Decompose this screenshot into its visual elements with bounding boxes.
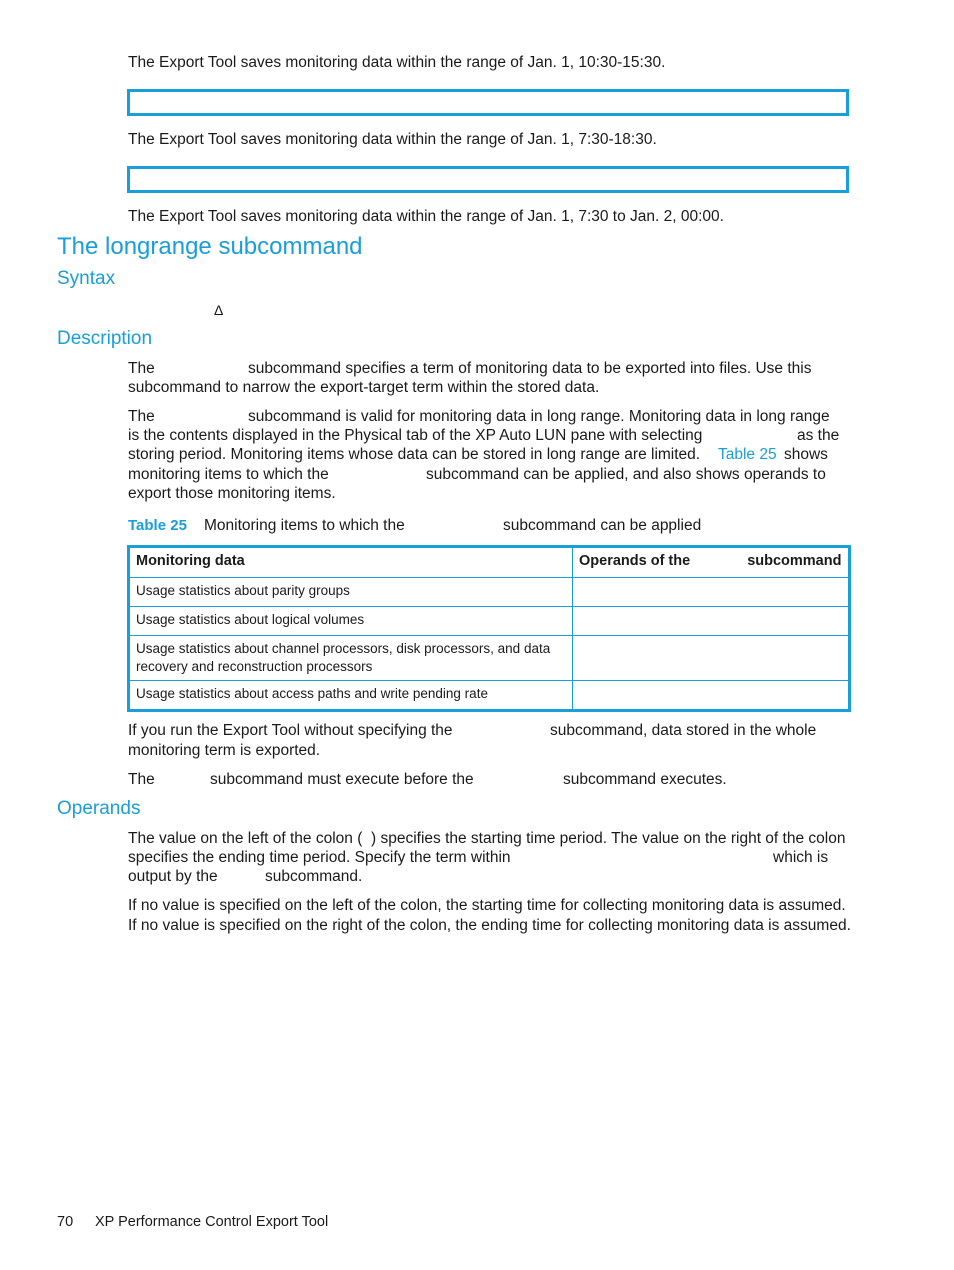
example-text-3: The Export Tool saves monitoring data within the range of Jan. 1, 7:30 to Jan. 2, 00:00. [128, 208, 724, 225]
description-heading: Description [57, 328, 153, 349]
table-header-row [129, 547, 850, 578]
table-cell-operands [573, 636, 850, 681]
section-title: The longrange subcommand [57, 233, 363, 260]
desc2-line1-start: The [128, 408, 155, 425]
desc1-line1-end: subcommand specifies a term of monitoring data to be exported into files. Use this [248, 360, 812, 377]
table-cell-monitoring-data: Usage statistics about logical volumes [129, 607, 573, 636]
operands-l3-end: subcommand. [265, 868, 363, 885]
desc2-line4-start: monitoring items to which the [128, 466, 329, 483]
syntax-heading: Syntax [57, 268, 116, 289]
table-row [129, 578, 850, 607]
operands-l1-start: The value on the left of the colon ( [128, 830, 363, 847]
desc2-line3-start: storing period. Monitoring items whose data can be stored in long range are limited. [128, 446, 701, 463]
table-cell-operands [573, 681, 850, 711]
table-cell-monitoring-data: Usage statistics about channel processors, disk processors, and data recovery and reconstruction processors [129, 636, 573, 681]
table-cell-monitoring-data: Usage statistics about access paths and write pending rate [129, 681, 573, 711]
operands-l3-start: output by the [128, 868, 218, 885]
desc2-line2-start: is the contents displayed in the Physical tab of the XP Auto LUN pane with selecting [128, 427, 703, 444]
table-row [129, 636, 850, 681]
desc2-line3-end: shows [784, 446, 828, 463]
after-table-p2-b: subcommand must execute before the [210, 771, 474, 788]
desc2-line1-end: subcommand is valid for monitoring data in long range. Monitoring data in long range [248, 408, 830, 425]
operands-p2-line1: If no value is specified on the left of the colon, the starting time for collecting monitoring data is assumed. [128, 897, 846, 914]
header-operands-end: subcommand [747, 553, 842, 569]
table-caption-start: Monitoring items to which the [204, 517, 405, 534]
desc1-line2: subcommand to narrow the export-target term within the stored data. [128, 379, 600, 396]
table-caption-label: Table 25 [128, 517, 187, 534]
operands-l2-start: specifies the ending time period. Specify the term within [128, 849, 511, 866]
after-table-p1-start: If you run the Export Tool without specifying the [128, 722, 453, 739]
example-text-2: The Export Tool saves monitoring data within the range of Jan. 1, 7:30-18:30. [128, 131, 657, 148]
header-operands [573, 547, 850, 578]
example-text-1: The Export Tool saves monitoring data within the range of Jan. 1, 10:30-15:30. [128, 54, 666, 71]
table-25-link[interactable]: Table 25 [718, 446, 777, 463]
after-table-p2-a: The [128, 771, 155, 788]
operands-l2-end: which is [773, 849, 829, 866]
operands-p2-line2: If no value is specified on the right of the colon, the ending time for collecting monitoring data is assumed. [128, 917, 851, 934]
operands-heading: Operands [57, 798, 141, 819]
table-row [129, 607, 850, 636]
table-row [129, 681, 850, 711]
after-table-p1-end: subcommand, data stored in the whole [550, 722, 817, 739]
header-monitoring-data: Monitoring data [129, 547, 573, 578]
table-cell-operands [573, 607, 850, 636]
table-cell-monitoring-data: Usage statistics about parity groups [129, 578, 573, 607]
after-table-p1-line2: monitoring term is exported. [128, 742, 321, 759]
after-table-p2-c: subcommand executes. [563, 771, 727, 788]
operands-l1-end: ) specifies the starting time period. The value on the right of the colon [371, 830, 846, 847]
code-example-box-1 [127, 89, 849, 116]
table-cell-operands [573, 578, 850, 607]
desc1-line1-start: The [128, 360, 155, 377]
code-example-box-2 [127, 166, 849, 193]
desc2-line5: export those monitoring items. [128, 485, 336, 502]
monitoring-items-table [127, 545, 851, 712]
table-caption-end: subcommand can be applied [503, 517, 702, 534]
desc2-line4-end: subcommand can be applied, and also shows operands to [426, 466, 826, 483]
desc2-line2-end: as the [797, 427, 840, 444]
header-operands-start: Operands of the [579, 553, 691, 569]
footer-title: XP Performance Control Export Tool [95, 1214, 329, 1230]
syntax-space-symbol: Δ [214, 302, 224, 318]
page-number: 70 [57, 1214, 74, 1230]
